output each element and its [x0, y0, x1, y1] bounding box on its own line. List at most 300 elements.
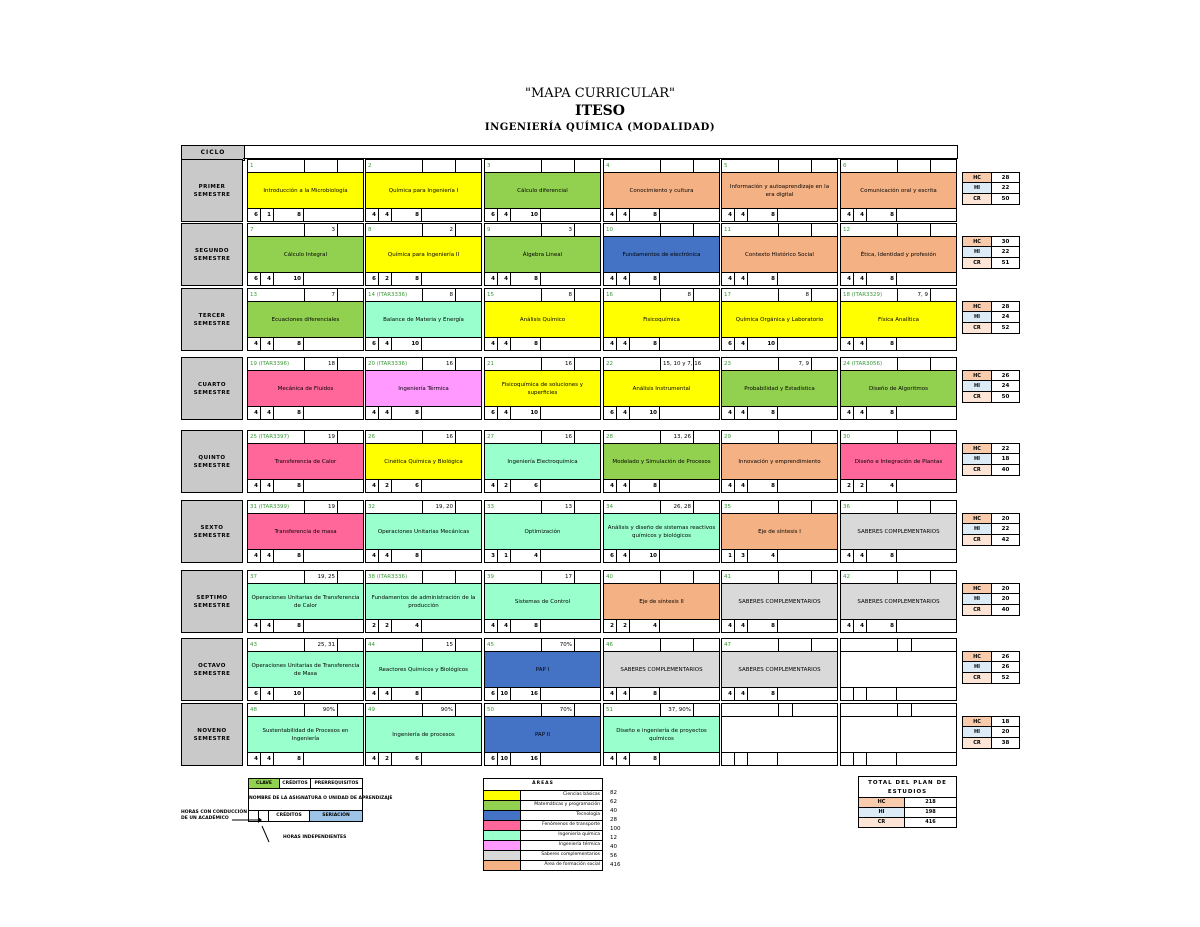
totals-key: HC — [963, 514, 992, 523]
semester-row — [181, 500, 958, 563]
totals-key: HI — [963, 183, 992, 193]
hours-hc: 4 — [841, 209, 854, 221]
areas-legend — [483, 778, 603, 871]
hours-fill — [778, 753, 837, 765]
course-extra — [812, 289, 837, 301]
course-number: 33 — [485, 501, 542, 513]
course-hours — [484, 273, 601, 286]
hours-fill — [778, 338, 837, 350]
hours-fill — [422, 407, 481, 419]
course-name: Ecuaciones diferenciales — [247, 302, 364, 338]
course-name: Información y autoaprendizaje en la era digital — [721, 173, 838, 209]
hours-fill — [304, 338, 363, 350]
course-credits: 16 — [511, 688, 541, 700]
course-cell[interactable] — [365, 570, 482, 633]
hours-hc: 4 — [841, 550, 854, 562]
course-cell[interactable] — [247, 288, 364, 351]
course-cell[interactable] — [484, 638, 601, 701]
course-prerequisites: 17 — [542, 571, 575, 583]
course-extra — [931, 224, 956, 236]
course-cell[interactable] — [603, 223, 720, 286]
course-number: 47 — [722, 639, 779, 651]
course-name: Reactores Químicos y Biológicos — [365, 652, 482, 688]
course-credits: 8 — [392, 550, 422, 562]
course-hours — [721, 407, 838, 420]
hours-hc: 6 — [248, 209, 261, 221]
totals-value: 26 — [1001, 664, 1010, 670]
course-cell[interactable] — [721, 357, 838, 420]
course-cell[interactable] — [603, 703, 720, 766]
course-credits: 4 — [511, 550, 541, 562]
course-cell[interactable] — [365, 288, 482, 351]
semester-label: SEXTO SEMESTRE — [181, 500, 243, 563]
course-cell[interactable] — [247, 638, 364, 701]
course-number: 24 (ITAR3056) — [841, 358, 898, 370]
course-prerequisites: 90% — [305, 704, 338, 716]
course-credits: 8 — [630, 753, 660, 765]
course-number: 9 — [485, 224, 542, 236]
course-extra — [912, 704, 956, 716]
hours-fill — [541, 480, 600, 492]
course-cell[interactable] — [840, 288, 957, 351]
totals-value: 22 — [1001, 185, 1010, 191]
course-cell[interactable] — [603, 288, 720, 351]
course-hours — [603, 338, 720, 351]
course-name: Ingeniería de procesos — [365, 717, 482, 753]
course-cell[interactable] — [484, 500, 601, 563]
hours-hc: 4 — [485, 338, 498, 350]
totals-value: 52 — [1001, 325, 1010, 331]
course-hours — [365, 407, 482, 420]
course-header — [247, 159, 364, 173]
hours-fill — [541, 620, 600, 632]
totals-key: CR — [963, 323, 992, 333]
area-name: Área de formación social — [544, 862, 600, 867]
course-number: 18 (ITAR3329) — [841, 289, 898, 301]
course-cell[interactable] — [484, 703, 601, 766]
totals-value: 26 — [1001, 654, 1010, 660]
totals-row — [962, 738, 1020, 749]
course-cell[interactable] — [840, 159, 957, 222]
course-cell[interactable] — [840, 430, 957, 493]
course-number: 14 (ITAR3336) — [366, 289, 423, 301]
course-header — [484, 223, 601, 237]
hours-hc: 2 — [366, 620, 379, 632]
hours-hi: 4 — [617, 273, 630, 285]
course-header — [365, 159, 482, 173]
course-cell[interactable] — [603, 638, 720, 701]
course-name: Cinética Química y Biológica — [365, 444, 482, 480]
hours-hi: 4 — [379, 209, 392, 221]
course-cell[interactable] — [247, 703, 364, 766]
course-name: Balance de Materia y Energía — [365, 302, 482, 338]
course-prerequisites: 7 — [305, 289, 338, 301]
course-number: 38 (ITAR3336) — [366, 571, 423, 583]
course-name: Modelado y Simulación de Procesos — [603, 444, 720, 480]
course-number: 51 — [604, 704, 661, 716]
totals-row — [962, 172, 1020, 183]
course-header — [484, 357, 601, 371]
hours-fill — [541, 753, 600, 765]
course-cell[interactable] — [840, 638, 957, 701]
totals-row — [962, 381, 1020, 392]
course-cell[interactable] — [247, 570, 364, 633]
course-cell[interactable] — [484, 223, 601, 286]
course-number: 34 — [604, 501, 661, 513]
course-credits: 8 — [867, 407, 897, 419]
course-cell[interactable] — [484, 288, 601, 351]
course-prerequisites — [898, 431, 931, 443]
course-credits: 8 — [392, 407, 422, 419]
totals-key: CR — [963, 392, 992, 402]
course-cell[interactable] — [247, 159, 364, 222]
course-cell[interactable] — [840, 570, 957, 633]
course-prerequisites — [305, 160, 338, 172]
course-credits: 10 — [511, 209, 541, 221]
course-name — [840, 652, 957, 688]
hours-hi: 4 — [498, 620, 511, 632]
course-credits: 8 — [630, 480, 660, 492]
course-cell[interactable] — [603, 570, 720, 633]
course-hours — [721, 273, 838, 286]
course-name: SABERES COMPLEMENTARIOS — [721, 584, 838, 620]
course-extra — [812, 431, 837, 443]
course-prerequisites: 8 — [423, 289, 456, 301]
semester-totals — [962, 443, 1020, 476]
course-hours — [484, 407, 601, 420]
course-extra — [931, 289, 956, 301]
totals-key: HI — [963, 727, 992, 737]
course-credits: 8 — [274, 209, 304, 221]
plan-title: TOTAL DEL PLAN DE ESTUDIOS — [858, 776, 957, 798]
course-prerequisites: 37, 90% — [661, 704, 694, 716]
course-extra — [456, 160, 481, 172]
course-cell[interactable] — [484, 357, 601, 420]
course-cell[interactable] — [721, 430, 838, 493]
course-header — [840, 430, 957, 444]
course-hours — [484, 480, 601, 493]
course-cell[interactable] — [247, 357, 364, 420]
course-prerequisites — [779, 501, 812, 513]
course-hours — [721, 753, 838, 766]
course-cell[interactable] — [603, 500, 720, 563]
course-name: Fisicoquímica de soluciones y superficies — [484, 371, 601, 407]
hours-hc: 6 — [248, 688, 261, 700]
totals-value: 26 — [1001, 373, 1010, 379]
totals-row — [962, 465, 1020, 476]
course-cell[interactable] — [721, 223, 838, 286]
course-header — [247, 500, 364, 514]
hours-fill — [778, 209, 837, 221]
course-cell[interactable] — [721, 703, 838, 766]
totals-value: 20 — [1001, 596, 1010, 602]
course-hours — [721, 550, 838, 563]
course-extra — [694, 358, 719, 370]
course-hours — [840, 209, 957, 222]
hours-hi: 4 — [261, 480, 274, 492]
hours-hi: 4 — [735, 273, 748, 285]
course-cell[interactable] — [365, 430, 482, 493]
course-hours — [484, 620, 601, 633]
course-hours — [840, 620, 957, 633]
hours-hc: 4 — [485, 620, 498, 632]
course-cell[interactable] — [365, 357, 482, 420]
course-hours — [603, 209, 720, 222]
hours-hc: 4 — [248, 407, 261, 419]
course-cell[interactable] — [365, 703, 482, 766]
course-prerequisites — [779, 571, 812, 583]
course-cell[interactable] — [603, 159, 720, 222]
course-credits: 10 — [630, 550, 660, 562]
course-header — [721, 703, 838, 717]
course-prerequisites — [661, 160, 694, 172]
course-hours — [721, 209, 838, 222]
course-credits: 8 — [511, 620, 541, 632]
hours-hi: 4 — [498, 407, 511, 419]
course-cell[interactable] — [247, 500, 364, 563]
title-line-3: INGENIERÍA QUÍMICA (MODALIDAD) — [484, 122, 716, 133]
legend-clave: CLAVE — [249, 779, 280, 788]
course-name: Innovación y emprendimiento — [721, 444, 838, 480]
course-credits: 8 — [274, 338, 304, 350]
hours-hi: 4 — [261, 550, 274, 562]
course-cell[interactable] — [603, 357, 720, 420]
course-name: Ética, Identidad y profesión — [840, 237, 957, 273]
course-credits: 10 — [274, 688, 304, 700]
hours-hi: 4 — [261, 753, 274, 765]
course-hours — [365, 273, 482, 286]
course-extra — [931, 571, 956, 583]
course-number — [841, 639, 898, 651]
totals-row — [962, 258, 1020, 269]
semester-row — [181, 288, 958, 351]
course-credits: 8 — [748, 209, 778, 221]
totals-key: HC — [963, 584, 992, 593]
area-swatch — [484, 791, 521, 800]
course-cell[interactable] — [365, 223, 482, 286]
course-prerequisites: 19, 20 — [423, 501, 456, 513]
areas-total: 416 — [610, 862, 621, 868]
course-name: SABERES COMPLEMENTARIOS — [721, 652, 838, 688]
area-row — [483, 801, 603, 811]
hours-fill — [660, 688, 719, 700]
course-prerequisites: 13, 26 — [661, 431, 694, 443]
course-cell[interactable] — [484, 570, 601, 633]
course-hours — [247, 407, 364, 420]
hours-hi: 4 — [735, 407, 748, 419]
hours-hi: 4 — [854, 407, 867, 419]
totals-key: HC — [963, 237, 992, 246]
hours-fill — [422, 753, 481, 765]
semester-totals — [962, 583, 1020, 616]
semester-label: SEGUNDO SEMESTRE — [181, 223, 243, 286]
course-number: 40 — [604, 571, 661, 583]
semester-label: OCTAVO SEMESTRE — [181, 638, 243, 701]
totals-key: HI — [963, 381, 992, 391]
hours-fill — [660, 407, 719, 419]
course-cell[interactable] — [840, 703, 957, 766]
course-extra — [694, 224, 719, 236]
area-row — [483, 851, 603, 861]
hours-hc: 6 — [485, 407, 498, 419]
course-header — [603, 357, 720, 371]
plan-value: 218 — [925, 799, 936, 805]
hours-hi: 2 — [379, 753, 392, 765]
hours-hc: 4 — [841, 273, 854, 285]
course-cell[interactable] — [365, 500, 482, 563]
hours-hi: 4 — [261, 407, 274, 419]
course-credits — [867, 688, 897, 700]
hours-hc: 4 — [722, 273, 735, 285]
course-extra — [575, 639, 600, 651]
hours-hi: 10 — [498, 753, 511, 765]
course-cell[interactable] — [247, 223, 364, 286]
course-prerequisites: 8 — [661, 289, 694, 301]
hours-hi: 4 — [498, 209, 511, 221]
course-credits: 8 — [511, 273, 541, 285]
course-cell[interactable] — [721, 500, 838, 563]
course-hours — [721, 688, 838, 701]
hours-hc: 1 — [722, 550, 735, 562]
area-name: Saberes complementarios — [541, 852, 600, 857]
course-name: Ingeniería Térmica — [365, 371, 482, 407]
course-credits: 6 — [392, 753, 422, 765]
course-hours — [603, 273, 720, 286]
course-name: Química para Ingeniería I — [365, 173, 482, 209]
totals-key: HC — [963, 371, 992, 380]
totals-row — [962, 247, 1020, 258]
course-number: 50 — [485, 704, 542, 716]
course-name — [721, 717, 838, 753]
course-name: Física Analítica — [840, 302, 957, 338]
hours-hc: 4 — [722, 688, 735, 700]
course-header — [603, 288, 720, 302]
course-credits: 10 — [630, 407, 660, 419]
course-number: 41 — [722, 571, 779, 583]
course-extra — [575, 160, 600, 172]
hours-hi: 4 — [735, 688, 748, 700]
course-credits: 8 — [748, 480, 778, 492]
course-cell[interactable] — [365, 159, 482, 222]
course-extra — [694, 501, 719, 513]
hours-fill — [541, 273, 600, 285]
legend-nombre: NOMBRE DE LA ASIGNATURA O UNIDAD DE APRENDIZAJE — [249, 796, 393, 801]
course-cell[interactable] — [603, 430, 720, 493]
course-name: Fundamentos de administración de la producción — [365, 584, 482, 620]
course-credits: 8 — [511, 338, 541, 350]
course-cell[interactable] — [365, 638, 482, 701]
course-prerequisites: 13 — [542, 501, 575, 513]
course-prerequisites — [779, 160, 812, 172]
area-value: 82 — [610, 790, 617, 796]
course-number: 30 — [841, 431, 898, 443]
course-hours — [603, 753, 720, 766]
course-cell[interactable] — [721, 638, 838, 701]
hours-hc: 4 — [604, 338, 617, 350]
hours-fill — [778, 273, 837, 285]
course-extra — [931, 160, 956, 172]
course-prerequisites — [779, 431, 812, 443]
semester-totals — [962, 236, 1020, 269]
course-hours — [840, 273, 957, 286]
area-value: 28 — [610, 817, 617, 823]
course-hours — [365, 620, 482, 633]
totals-row — [962, 194, 1020, 205]
course-extra — [812, 358, 837, 370]
course-credits: 16 — [511, 753, 541, 765]
course-cell[interactable] — [721, 570, 838, 633]
course-hours — [603, 620, 720, 633]
semester-totals — [962, 301, 1020, 334]
totals-value: 18 — [1001, 719, 1010, 725]
course-hours — [840, 753, 957, 766]
hours-hi: 1 — [498, 550, 511, 562]
course-header — [365, 357, 482, 371]
course-cell[interactable] — [721, 288, 838, 351]
course-header — [603, 159, 720, 173]
course-credits: 8 — [274, 407, 304, 419]
hours-fill — [660, 273, 719, 285]
course-number: 8 — [366, 224, 423, 236]
course-extra — [812, 639, 837, 651]
area-swatch — [484, 831, 521, 840]
totals-value: 20 — [1001, 586, 1010, 592]
hours-fill — [304, 407, 363, 419]
course-number: 37 — [248, 571, 305, 583]
course-prerequisites — [542, 160, 575, 172]
course-prerequisites: 90% — [423, 704, 456, 716]
semester-totals — [962, 172, 1020, 205]
course-cell[interactable] — [840, 223, 957, 286]
course-header — [840, 159, 957, 173]
course-prerequisites: 7, 9 — [898, 289, 931, 301]
course-extra — [575, 571, 600, 583]
course-header — [840, 288, 957, 302]
course-cell[interactable] — [721, 159, 838, 222]
course-hours — [484, 209, 601, 222]
course-credits: 8 — [392, 273, 422, 285]
totals-key: CR — [963, 605, 992, 615]
course-header — [721, 223, 838, 237]
course-number: 44 — [366, 639, 423, 651]
totals-row — [962, 392, 1020, 403]
course-prerequisites: 15, 10 y 7, 16 — [661, 358, 694, 370]
semester-row — [181, 703, 958, 766]
course-prerequisites — [779, 224, 812, 236]
note-horas-conduccion: HORAS CON CONDUCCIÓN DE UN ACADÉMICO — [181, 810, 247, 821]
hours-hc: 4 — [722, 620, 735, 632]
course-extra — [931, 431, 956, 443]
totals-row — [962, 651, 1020, 662]
course-cell[interactable] — [840, 500, 957, 563]
course-header — [484, 430, 601, 444]
course-prerequisites: 16 — [423, 431, 456, 443]
course-extra — [456, 358, 481, 370]
hours-fill — [422, 480, 481, 492]
course-cell[interactable] — [247, 430, 364, 493]
course-prerequisites — [423, 160, 456, 172]
course-extra — [575, 289, 600, 301]
plan-value: 416 — [925, 819, 936, 825]
course-credits: 10 — [748, 338, 778, 350]
course-cell[interactable] — [484, 159, 601, 222]
legend-seriacion: SERIACIÓN — [310, 811, 362, 821]
course-prerequisites: 25, 31 — [305, 639, 338, 651]
course-cell[interactable] — [840, 357, 957, 420]
hours-fill — [897, 753, 956, 765]
hours-fill — [541, 688, 600, 700]
course-cell[interactable] — [484, 430, 601, 493]
